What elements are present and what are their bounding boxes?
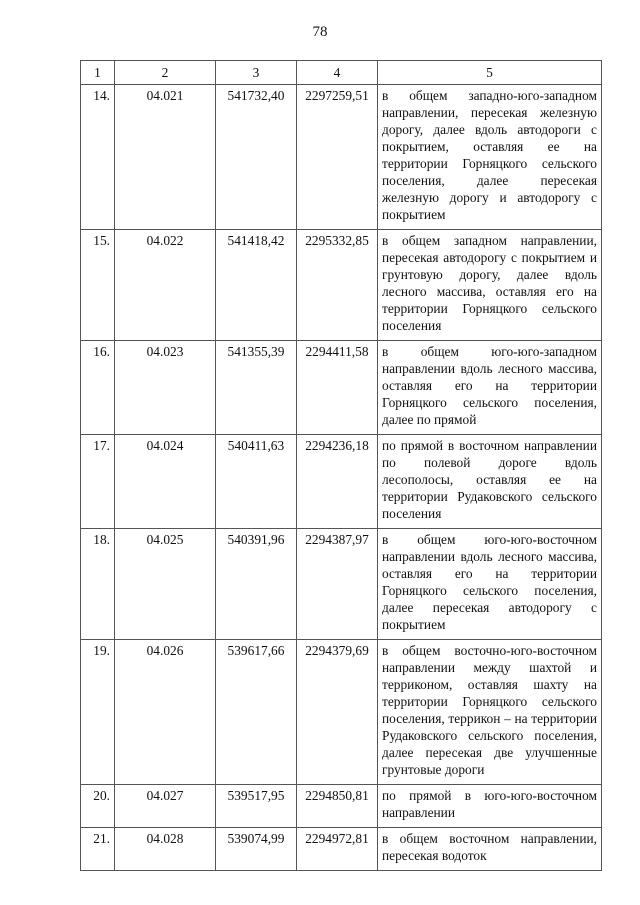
point-code: 04.024 [115, 435, 216, 529]
row-number: 15. [81, 230, 115, 341]
header-row [81, 61, 602, 85]
coordinate-x: 540411,63 [216, 435, 297, 529]
boundary-points-table [80, 60, 602, 871]
boundary-description: в общем западно-юго-западном направлении, пересекая железную дорогу, далее вдоль автодороги с покрытием, оставляя ее на территории Горняцкого сельского поселения, далее пересекая железную дорогу и автодорогу с покрытием [378, 85, 602, 230]
boundary-description: по прямой в юго-юго-восточном направлении [378, 785, 602, 828]
coordinate-y: 2295332,85 [297, 230, 378, 341]
table-row [81, 341, 602, 435]
page-number: 78 [312, 24, 328, 40]
boundary-description: по прямой в восточном направлении по полевой дороге вдоль лесополосы, оставляя ее на территории Рудаковского сельского поселения [378, 435, 602, 529]
row-number: 19. [81, 640, 115, 785]
coordinate-y: 2294972,81 [297, 828, 378, 871]
row-number: 20. [81, 785, 115, 828]
coordinate-y: 2294411,58 [297, 341, 378, 435]
table-row [81, 828, 602, 871]
point-code: 04.028 [115, 828, 216, 871]
header-col-4: 4 [297, 61, 378, 85]
coordinate-x: 539617,66 [216, 640, 297, 785]
table-header [81, 61, 602, 85]
table-row [81, 85, 602, 230]
row-number: 18. [81, 529, 115, 640]
coordinate-y: 2297259,51 [297, 85, 378, 230]
header-col-5: 5 [378, 61, 602, 85]
table-row [81, 230, 602, 341]
coordinate-y: 2294379,69 [297, 640, 378, 785]
boundary-description: в общем западном направлении, пересекая автодорогу с покрытием и грунтовую дорогу, далее вдоль лесного массива, оставляя его на территории Горняцкого сельского поселения [378, 230, 602, 341]
table-row [81, 529, 602, 640]
boundary-description: в общем юго-юго-восточном направлении вдоль лесного массива, оставляя его на территории Горняцкого сельского поселения, далее пересекая автодорогу с покрытием [378, 529, 602, 640]
row-number: 21. [81, 828, 115, 871]
coordinate-y: 2294236,18 [297, 435, 378, 529]
table-row [81, 640, 602, 785]
point-code: 04.027 [115, 785, 216, 828]
header-col-2: 2 [115, 61, 216, 85]
coordinate-x: 541418,42 [216, 230, 297, 341]
boundary-description: в общем юго-юго-западном направлении вдоль лесного массива, оставляя его на территории Горняцкого сельского поселения, далее по прямой [378, 341, 602, 435]
row-number: 14. [81, 85, 115, 230]
table-row [81, 435, 602, 529]
point-code: 04.023 [115, 341, 216, 435]
coordinate-x: 539074,99 [216, 828, 297, 871]
boundary-description: в общем восточном направлении, пересекая водоток [378, 828, 602, 871]
table-row [81, 785, 602, 828]
point-code: 04.022 [115, 230, 216, 341]
coordinate-x: 540391,96 [216, 529, 297, 640]
header-col-3: 3 [216, 61, 297, 85]
point-code: 04.021 [115, 85, 216, 230]
header-col-1: 1 [81, 61, 115, 85]
coordinate-x: 541355,39 [216, 341, 297, 435]
row-number: 16. [81, 341, 115, 435]
point-code: 04.025 [115, 529, 216, 640]
boundary-description: в общем восточно-юго-восточном направлении между шахтой и терриконом, оставляя шахту на территории Горняцкого сельского поселения, террикон – на территории Рудаковского сельского поселения, далее пересекая две улучшенные грунтовые дороги [378, 640, 602, 785]
coordinate-x: 541732,40 [216, 85, 297, 230]
row-number: 17. [81, 435, 115, 529]
coordinate-x: 539517,95 [216, 785, 297, 828]
coordinate-y: 2294850,81 [297, 785, 378, 828]
point-code: 04.026 [115, 640, 216, 785]
coordinate-y: 2294387,97 [297, 529, 378, 640]
table-body [81, 85, 602, 871]
